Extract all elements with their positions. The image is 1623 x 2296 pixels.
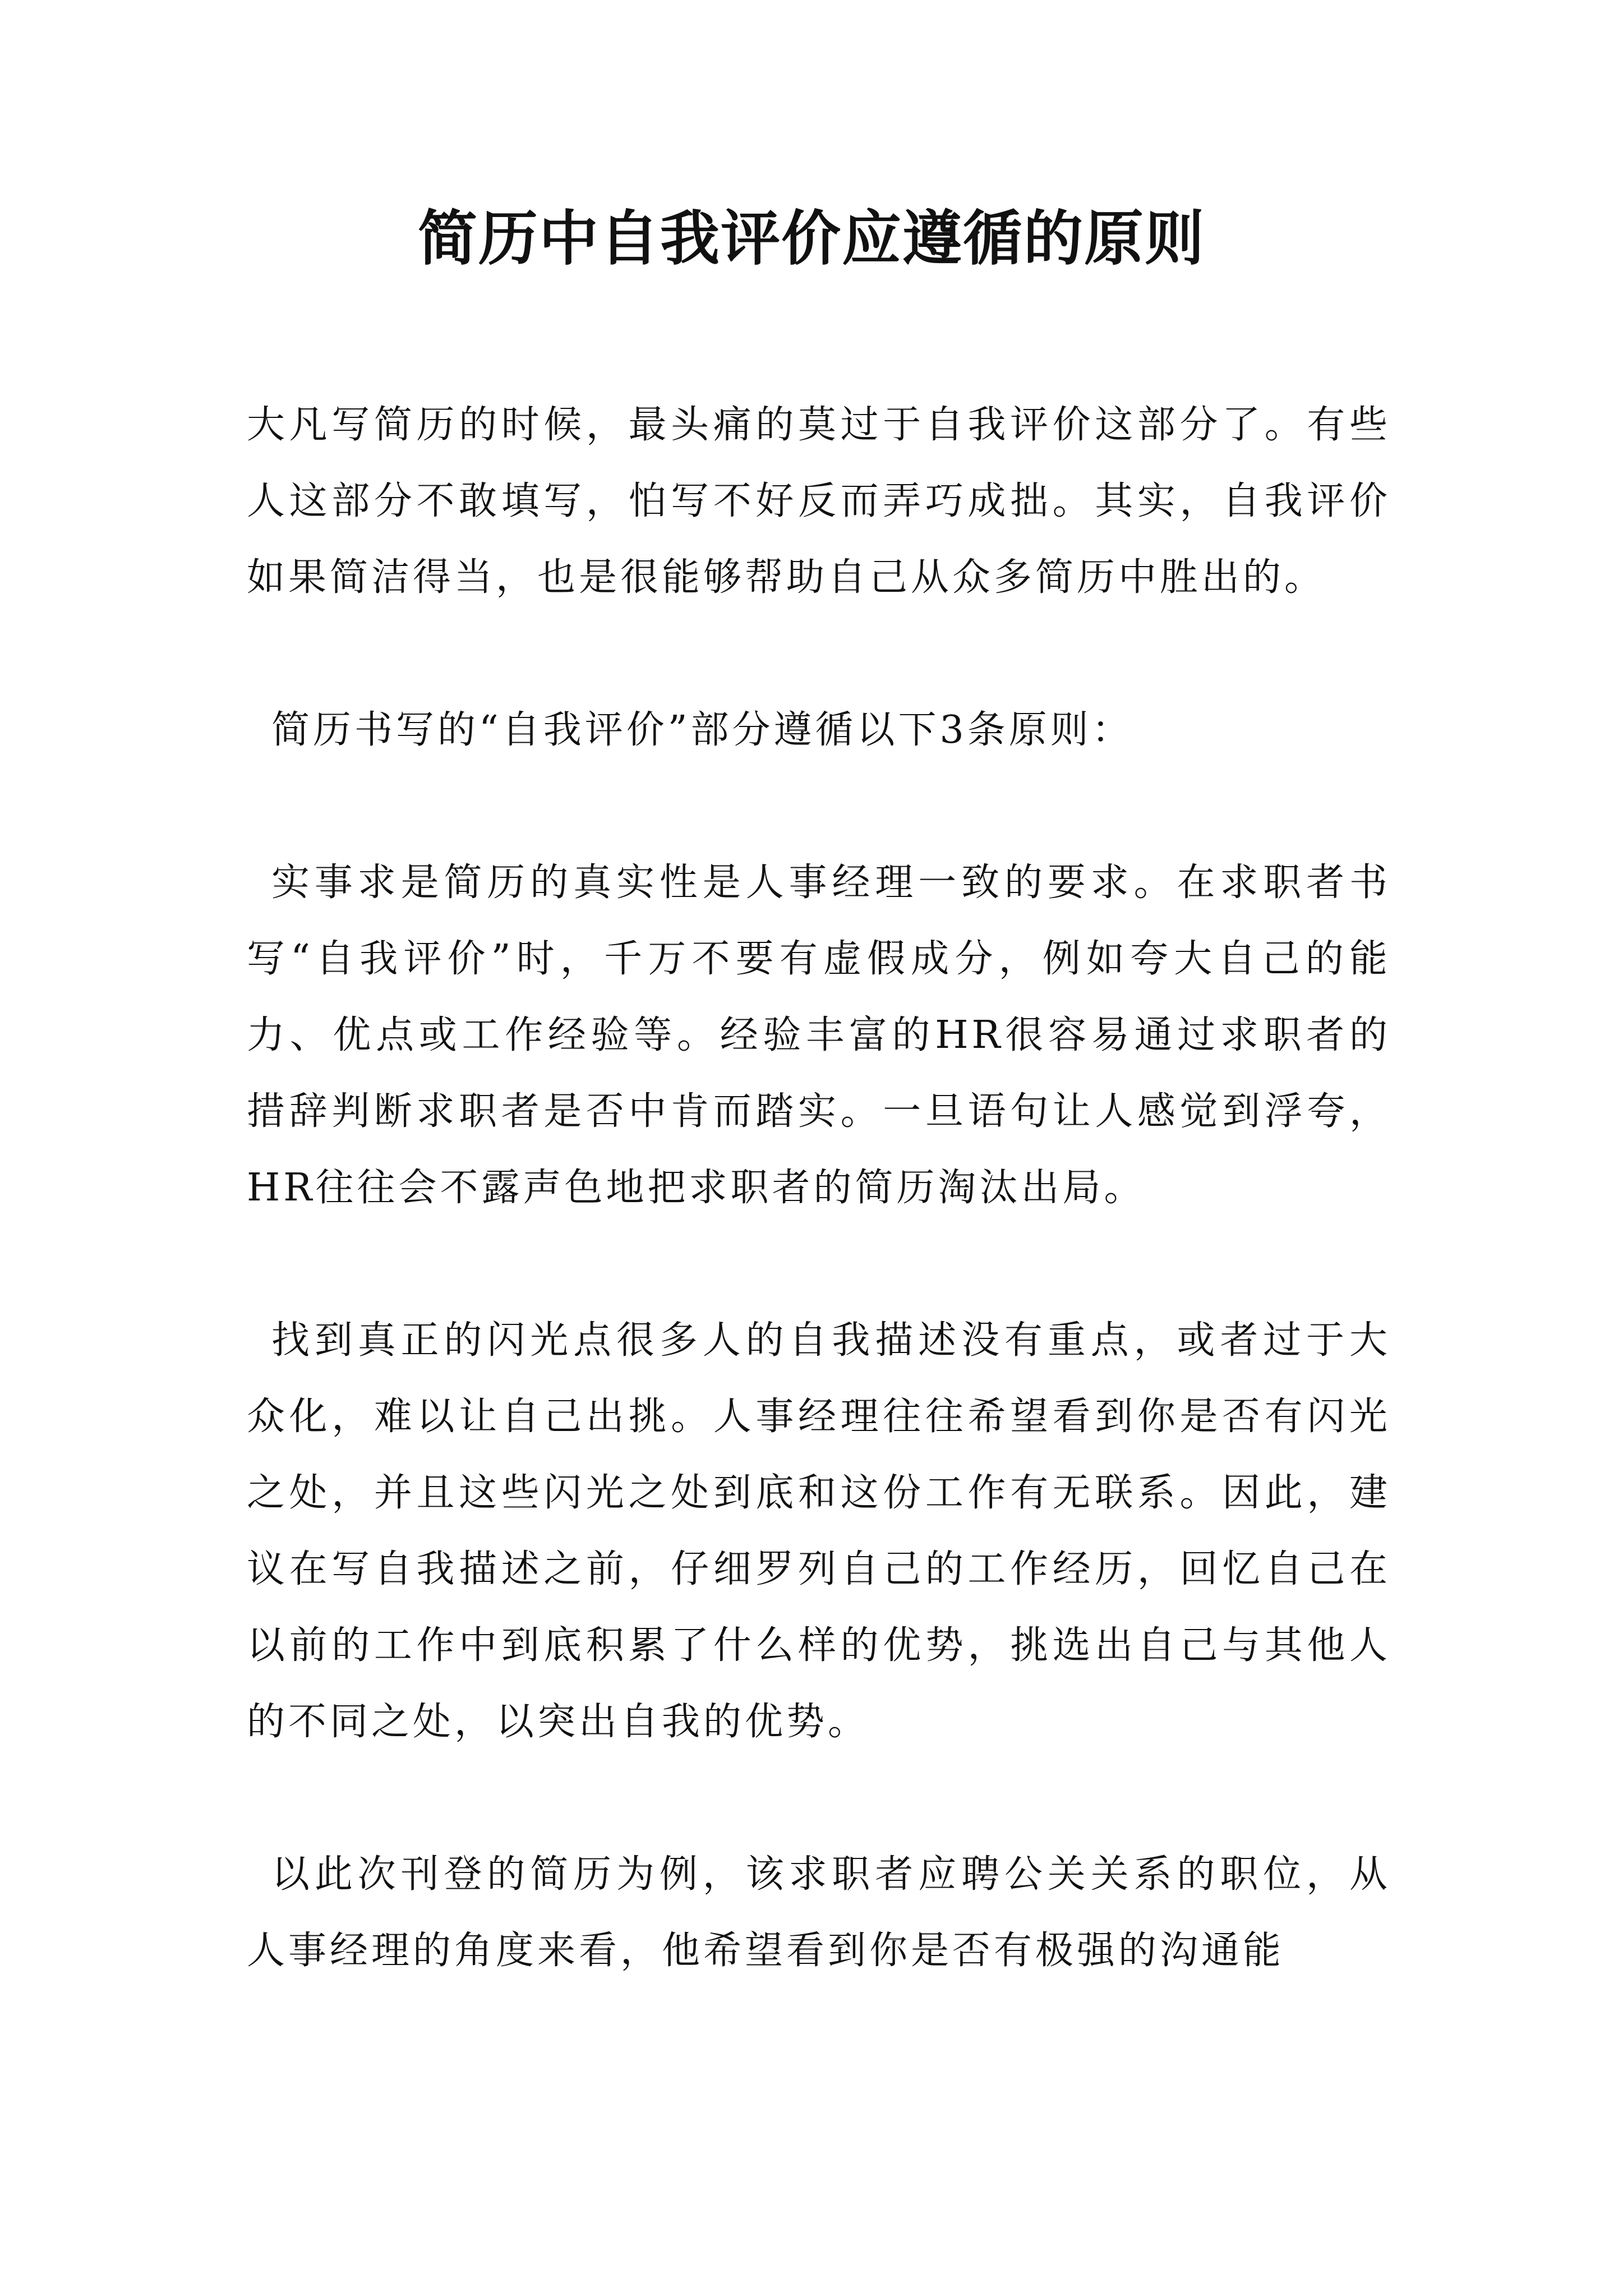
paragraph-principles-heading: 简历书写的“自我评价”部分遵循以下3条原则： <box>271 708 1133 752</box>
paragraph-example: 以此次刊登的简历为例，该求职者应聘公关关系的职位，从人事经理的角度来看，他希望看到你是否有极强的沟通能 <box>247 1852 1391 1973</box>
document-body <box>247 387 1391 1989</box>
paragraph-intro: 大凡写简历的时候，最头痛的莫过于自我评价这部分了。有些人这部分不敢填写，怕写不好反而弄巧成拙。其实，自我评价如果简洁得当，也是很能够帮助自己从众多简历中胜出的。 <box>247 403 1391 600</box>
document-title: 简历中自我评价应遵循的原则 <box>418 203 1205 273</box>
paragraph-principle-highlights: 找到真正的闪光点很多人的自我描述没有重点，或者过于大众化，难以让自己出挑。人事经理往往希望看到你是否有闪光之处，并且这些闪光之处到底和这份工作有无联系。因此，建议在写自我描述之前，仔细罗列自己的工作经历，回忆自己在以前的工作中到底积累了什么样的优势，挑选出自己与其他人的不同之处，以突出自我的优势。 <box>247 1318 1391 1744</box>
paragraph-principle-truthfulness: 实事求是简历的真实性是人事经理一致的要求。在求职者书写“自我评价”时，千万不要有虚假成分，例如夸大自己的能力、优点或工作经验等。经验丰富的HR很容易通过求职者的措辞判断求职者是否中肯而踏实。一旦语句让人感觉到浮夸，HR往往会不露声色地把求职者的简历淘汰出局。 <box>247 861 1391 1210</box>
